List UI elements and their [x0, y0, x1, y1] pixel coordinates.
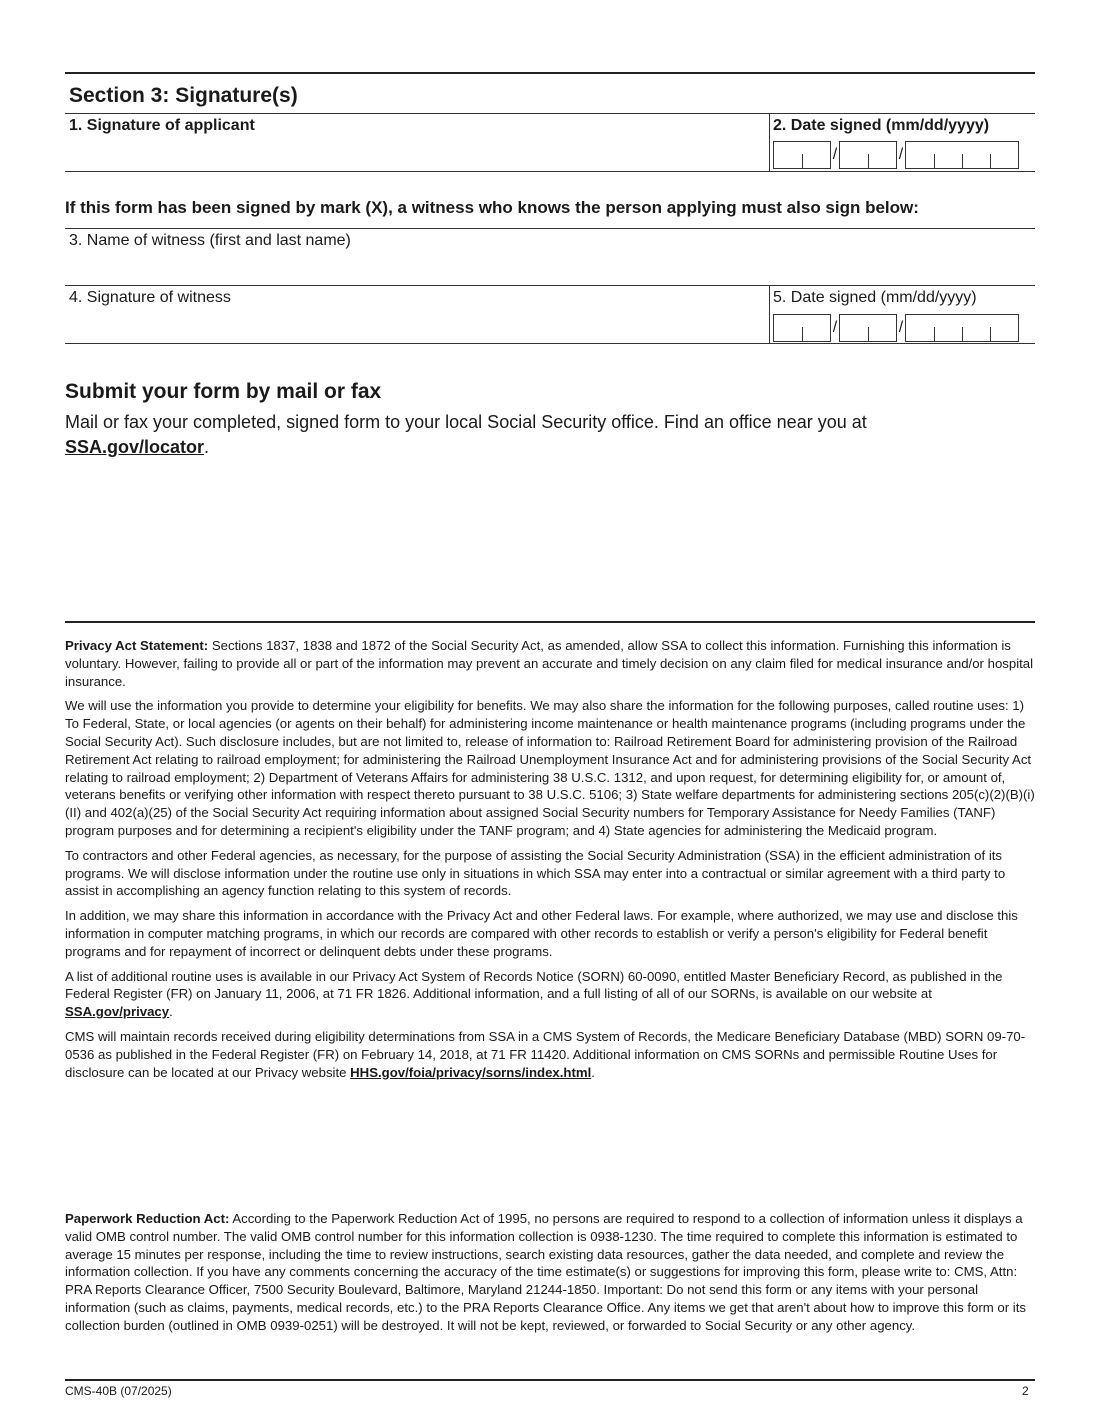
ssa-privacy-link[interactable]: SSA.gov/privacy [65, 1004, 170, 1020]
privacy-p6: CMS will maintain records received during eligibility determinations from SSA in a CMS System of Records, the Medicare Beneficiary Database (MBD) SORN 09-70-0536 as published in the Federal Register (FR) on February 14, 2018, at 71 FR 11420. Additional information on CMS SORNs and permissible Routine Uses for disclosure can be located at our Privacy website [65, 1028, 1026, 1080]
page-number: 2 [1022, 1384, 1029, 1398]
privacy-statement: Privacy Act Statement: Sections 1837, 1838 and 1872 of the Social Security Act, as amended, allow SSA to collect this information. Furnishing this information is voluntary. However, failing to provide all or part of the information may prevent an accurate and timely decision on any claim filed for medical insurance and/or hospital insurance. We will use the information you provide to determine your eligibility for benefits. We may also share the information for the following purposes, called routine uses: 1) To Federal, State, or local agencies (or agents on their behalf) for administering income maintenance or health maintenance programs (including programs under the Social Security Act). Such disclosure includes, but are not limited to, release of information to: Railroad Retirement Board for administering provision of the Railroad Retirement Act relating to railroad employment; for administering the Railroad Unemployment Insurance Act and for administering provisions of the Social Security Act relating to railroad employment; 2) Department of Veterans Affairs for administering 38 U.S.C. 1312, and upon request, for determining eligibility for, or amount of, veterans benefits or verifying other information with respect thereto pursuant to 38 U.S.C. 5106; 3) State welfare departments for administering sections 205(c)(2)(B)(i)(II) and 402(a)(25) of the Social Security Act requiring information about assigned Social Security numbers for Temporary Assistance for Needy Families (TANF) program purposes and for determining a recipient's eligibility under the TANF program; and 4) State agencies for administering the Medicaid program. To contractors and other Federal agencies, as necessary, for the purpose of assisting the Social Security Administration (SSA) in the efficient administration of its programs. We will disclose information under the routine use only in situations in which SSA may enter into a contractual or similar agreement with a third party to assist in accomplishing an agency function relating to this system of records. In addition, we may share this information in accordance with the Privacy Act and other Federal laws. For example, where authorized, we may use and disclose this information in computer matching programs, in which our records are compared with other records to establish or verify a person's eligibility for Federal benefit programs and for repayment of incorrect or delinquent debts under these programs. A list of additional routine uses is available in our Privacy Act System of Records Notice (SORN) 60-0090, entitled Master Beneficiary Record, as published in the Federal Register (FR) on January 11, 2006, at 71 FR 1826. Additional information, and a full listing of all of our SORNs, is available on our website at SSA.gov/privacy. CMS will maintain records received during eligibility determinations from SSA in a CMS System of Records, the Medicare Beneficiary Database (MBD) SORN 09-70-0536 as published in the Federal Register (FR) on February 14, 2018, at 71 FR 11420. Additional information on CMS SORNs and permissible Routine Uses for disclosure can be located at our Privacy website HHS.gov/foia/privacy/sorns/index.html. [65, 637, 1037, 1081]
privacy-p1: Sections 1837, 1838 and 1872 of the Social Security Act, as amended, allow SSA to collect this information. Furnishing this information is voluntary. However, failing to provide all or part of the information may prevent an accurate and timely decision on any claim filed for medical insurance and/or hospital insurance. [65, 638, 1034, 689]
paperwork-text: According to the Paperwork Reduction Act of 1995, no persons are required to respond to a collection of information unless it displays a valid OMB control number. The valid OMB control number for this information collection is 0938-1230. The time required to complete this information is estimated to average 15 minutes per response, including the time to review instructions, search existing data resources, gather the data needed, and complete and review the information collection. If you have any comments concerning the accuracy of the time estimate(s) or suggestions for improving this form, please write to: CMS, Attn: PRA Reports Clearance Officer, 7500 Security Boulevard, Baltimore, Maryland 21244-1850. Important: Do not send this form or any items with your personal information (such as claims, payments, medical records, etc.) to the PRA Reports Clearance Office. Any items we get that aren't about how to improve this form or its collection burden (outlined in OMB 0939-0251) will be destroyed. It will not be kept, reviewed, or forwarded to Social Security or any other agency. [65, 1211, 1026, 1333]
date-separator: / [832, 146, 838, 163]
date-separator: / [898, 146, 904, 163]
witness-instruction: If this form has been signed by mark (X), a witness who knows the person applying must also sign below: [65, 198, 919, 217]
privacy-top-rule [65, 621, 1035, 623]
date-signed-applicant [773, 139, 1019, 169]
witness-signature-label: 4. Signature of witness [69, 289, 231, 306]
row-rule [65, 343, 1035, 344]
form-id: CMS-40B (07/2025) [65, 1384, 172, 1398]
privacy-p5: A list of additional routine uses is available in our Privacy Act System of Records Notice (SORN) 60-0090, entitled Master Beneficiary Record, as published in the Federal Register (FR) on January 11, 2006, at 71 FR 1826. Additional information, and a full listing of all of our SORNs, is available on our website at [65, 968, 1003, 1002]
month-input[interactable] [773, 314, 831, 342]
section-top-rule [65, 72, 1035, 74]
locator-link[interactable]: SSA.gov/locator [65, 437, 205, 457]
applicant-signature-label: 1. Signature of applicant [69, 117, 255, 134]
period: . [204, 437, 210, 457]
submit-body [65, 410, 1025, 460]
witness-name-field[interactable] [65, 252, 1035, 284]
paperwork-reduction-act [65, 1210, 1037, 1335]
date-separator: / [832, 319, 838, 336]
witness-signature-field[interactable] [65, 308, 765, 342]
day-input[interactable] [839, 314, 897, 342]
row-rule [65, 285, 1035, 286]
date-signed-label: 2. Date signed (mm/dd/yyyy) [773, 117, 990, 134]
divider [769, 114, 770, 172]
section-title-rule [65, 113, 1035, 114]
row-rule [65, 228, 1035, 229]
witness-name-label: 3. Name of witness (first and last name) [69, 232, 351, 249]
privacy-p4: In addition, we may share this information in accordance with the Privacy Act and other Federal laws. For example, where authorized, we may use and disclose this information in computer matching programs, in which our records are compared with other records to establish or verify a person's eligibility for Federal benefit programs and for repayment of incorrect or delinquent debts under these programs. [65, 908, 1018, 959]
row-rule [65, 171, 1035, 172]
paperwork-label: Paperwork Reduction Act: [65, 1211, 230, 1226]
year-input[interactable] [905, 314, 1019, 342]
submit-text: Mail or fax your completed, signed form to your local Social Security office. Find an office near you at [65, 412, 867, 432]
submit-title: Submit your form by mail or fax [65, 380, 382, 403]
witness-date-label: 5. Date signed (mm/dd/yyyy) [773, 289, 977, 306]
year-input[interactable] [905, 141, 1019, 169]
date-separator: / [898, 319, 904, 336]
privacy-label: Privacy Act Statement: [65, 638, 209, 653]
privacy-p2: We will use the information you provide to determine your eligibility for benefits. We may also share the information for the following purposes, called routine uses: 1) To Federal, State, or local agencies (or agents on their behalf) for administering income maintenance or health maintenance programs (including programs under the Social Security Act). Such disclosure includes, but are not limited to, release of information to: Railroad Retirement Board for administering provision of the Railroad Retirement Act relating to railroad employment; for administering the Railroad Unemployment Insurance Act and for administering provisions of the Social Security Act relating to railroad employment; 2) Department of Veterans Affairs for administering 38 U.S.C. 1312, and upon request, for determining eligibility for, or amount of, veterans benefits or verifying other information with respect thereto pursuant to 38 U.S.C. 5106; 3) State welfare departments for administering sections 205(c)(2)(B)(i)(II) and 402(a)(25) of the Social Security Act requiring information about assigned Social Security numbers for Temporary Assistance for Needy Families (TANF) program purposes and for determining a recipient's eligibility under the TANF program; and 4) State agencies for administering the Medicaid program. [65, 698, 1035, 838]
hhs-sorns-link[interactable]: HHS.gov/foia/privacy/sorns/index.html [350, 1064, 592, 1080]
section-title: Section 3: Signature(s) [69, 84, 298, 107]
day-input[interactable] [839, 141, 897, 169]
privacy-p3: To contractors and other Federal agencies, as necessary, for the purpose of assisting the Social Security Administration (SSA) in the efficient administration of its programs. We will disclose information under the routine use only in situations in which SSA may enter into a contractual or similar agreement with a third party to assist in accomplishing an agency function relating to this system of records. [65, 847, 1006, 899]
applicant-signature-field[interactable] [65, 136, 765, 170]
footer-rule [65, 1379, 1035, 1381]
month-input[interactable] [773, 141, 831, 169]
date-signed-witness [773, 312, 1019, 342]
divider [769, 286, 770, 344]
